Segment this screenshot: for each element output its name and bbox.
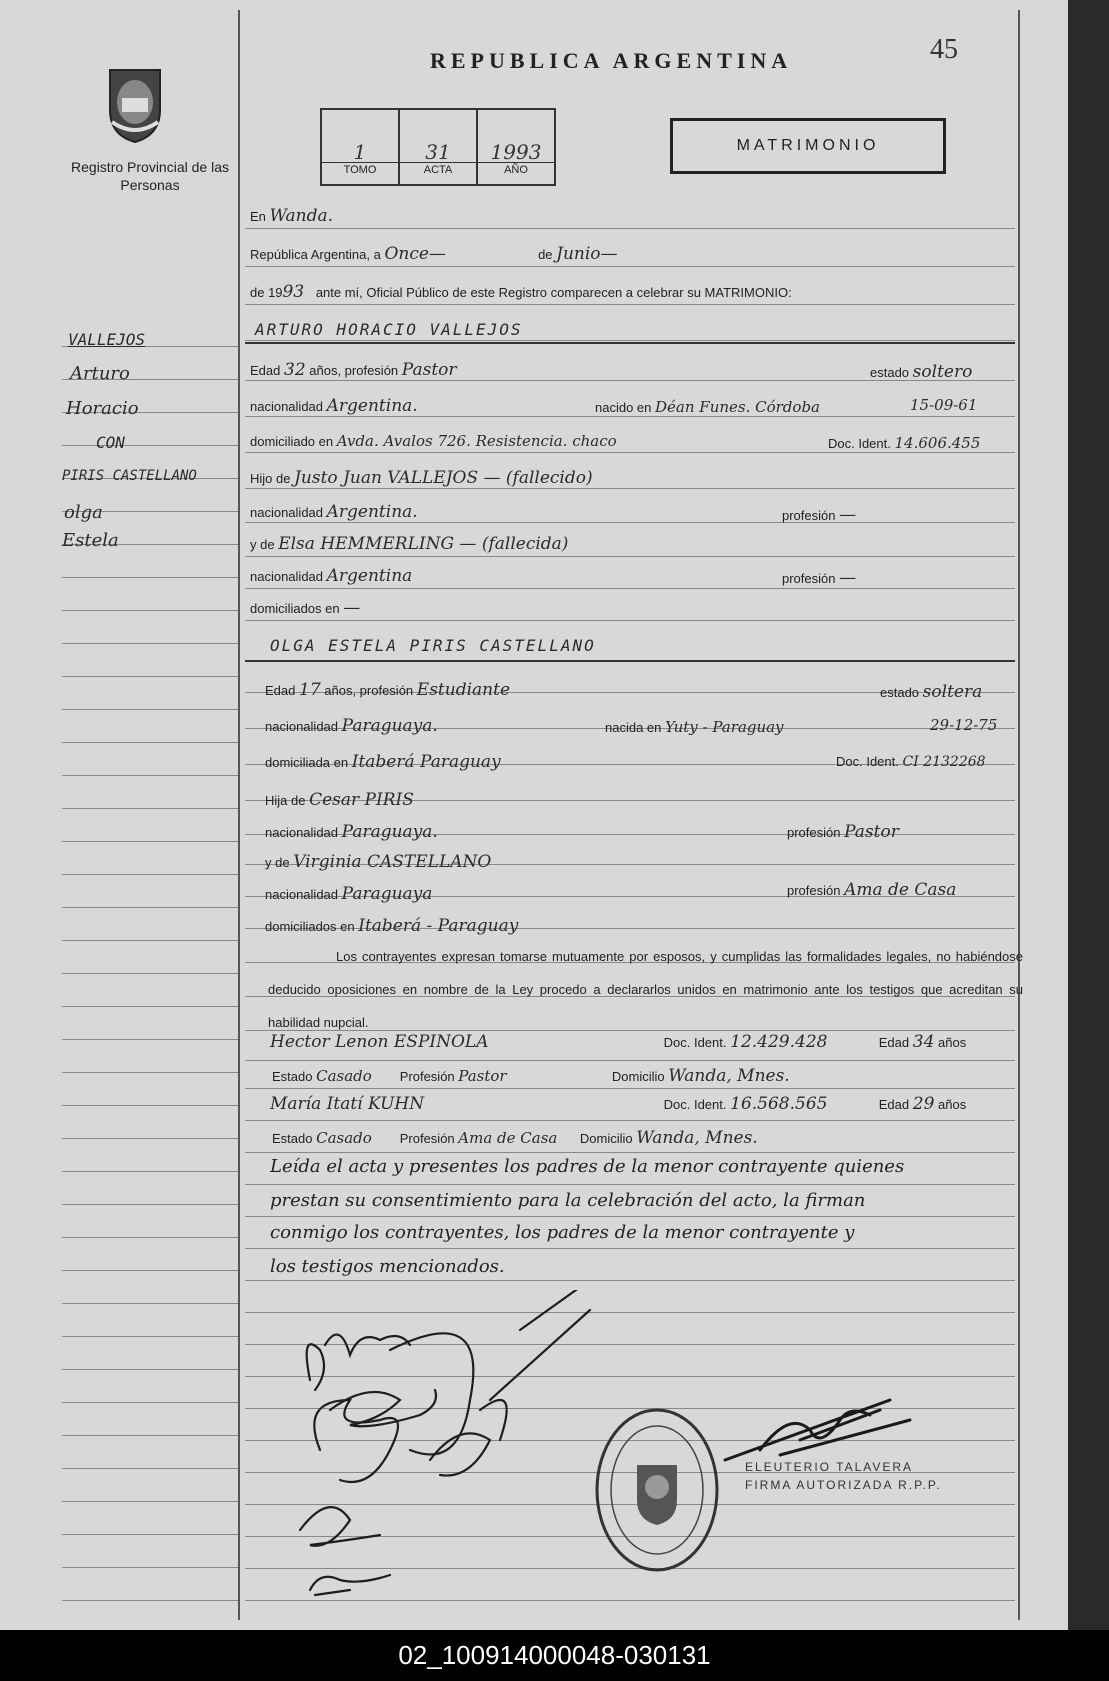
estado-label: Estado <box>272 1069 313 1084</box>
groom-divider <box>245 342 1015 344</box>
signatures-icon <box>290 1290 610 1610</box>
groom-father-nat-line <box>250 502 418 522</box>
bride-father-prof-value: Pastor <box>844 822 899 842</box>
ruled-line <box>245 1184 1015 1185</box>
groom-nationality-line <box>250 396 418 416</box>
margin-ruled-line <box>62 1501 238 1502</box>
groom-doc <box>828 434 980 452</box>
bride-father-prof <box>787 822 899 842</box>
closing-line-4: los testigos mencionados. <box>270 1256 505 1277</box>
witness-1-estado: Casado <box>316 1067 372 1085</box>
bride-mother-nationality: Paraguaya <box>341 884 433 904</box>
closing-line-2: prestan su consentimiento para la celebración del acto, la firman <box>270 1190 866 1211</box>
witness-2-doc: 16.568.565 <box>730 1094 828 1114</box>
nacionalidad-label: nacionalidad <box>250 399 324 414</box>
groom-birthdate: 15-09-61 <box>910 396 978 414</box>
margin-ruled-line <box>62 709 238 710</box>
groom-estado <box>870 362 972 382</box>
groom-father-prof-value: — <box>839 505 857 525</box>
ruled-line <box>245 1216 1015 1217</box>
margin-ruled-line <box>62 1006 238 1007</box>
ruled-line <box>245 452 1015 453</box>
nacionalidad-label: nacionalidad <box>250 505 324 520</box>
profesion-label: Profesión <box>399 1131 455 1146</box>
groom-mother-nationality: Argentina <box>326 566 413 586</box>
en-value: Wanda. <box>269 206 334 226</box>
domiciliados-label: domiciliados en <box>250 601 340 616</box>
domiciliados-label: domiciliados en <box>265 919 355 934</box>
bride-parents-address: Itaberá - Paraguay <box>358 916 519 936</box>
year-prefix: de 19 <box>250 285 283 300</box>
margin-ruled-line <box>62 643 238 644</box>
estado-label: Estado <box>272 1131 313 1146</box>
witness-2-age: 29 <box>912 1094 935 1114</box>
bride-estado-value: soltera <box>922 682 983 702</box>
month-value: Junio— <box>556 244 618 264</box>
domiciliada-label: domiciliada en <box>265 755 349 770</box>
margin-ruled-line <box>62 1402 238 1403</box>
anio-label: AÑO <box>478 162 554 176</box>
margin-ruled-line <box>62 1039 238 1040</box>
margin-ruled-line <box>62 1336 238 1337</box>
margin-ruled-line <box>62 1105 238 1106</box>
bride-mother-line <box>265 852 491 872</box>
edad-label: Edad <box>265 683 296 698</box>
registro-label: Registro Provincial de las Personas <box>71 159 229 193</box>
document-id-footer: 02_100914000048-030131 <box>0 1630 1109 1681</box>
tomo-label: TOMO <box>322 162 398 176</box>
bride-age: 17 <box>299 680 321 700</box>
margin-ruled-line <box>62 1270 238 1271</box>
margin-ruled-line <box>62 775 238 776</box>
ruled-line <box>245 304 1015 305</box>
margin-ruled-line <box>62 1468 238 1469</box>
bride-doc-value: CI 2132268 <box>902 754 986 770</box>
margin-ruled-line <box>62 874 238 875</box>
margin-ruled-line <box>62 1237 238 1238</box>
bride-estado <box>880 682 982 702</box>
margin-note-bride-surname: PIRIS CASTELLANO <box>62 468 197 484</box>
witness-2-estado: Casado <box>316 1129 372 1147</box>
margin-note-con: CON <box>96 433 125 452</box>
day-value: Once— <box>384 244 446 264</box>
margin-note-surname: VALLEJOS <box>68 330 146 349</box>
bride-address-line <box>265 752 501 772</box>
ruled-line <box>245 1120 1015 1121</box>
year-suffix: 93 <box>282 282 305 302</box>
witness-2-name: María Itatí KUHN <box>270 1094 425 1114</box>
doc-label: Doc. Ident. <box>836 754 899 769</box>
ruled-line <box>245 1088 1015 1089</box>
groom-father-line <box>250 468 593 488</box>
witness-1-doc: 12.429.428 <box>730 1032 828 1052</box>
margin-note-first-name: Arturo <box>70 363 130 384</box>
right-border <box>1018 10 1020 1620</box>
margin-ruled-line <box>62 973 238 974</box>
profesion-label: profesión <box>787 825 841 840</box>
ruled-line <box>245 488 1015 489</box>
hijo-label: Hijo de <box>250 471 291 486</box>
groom-nationality: Argentina. <box>326 396 418 416</box>
groom-name: ARTURO HORACIO VALLEJOS <box>255 320 523 339</box>
ruled-line <box>245 588 1015 589</box>
bride-birthdate: 29-12-75 <box>930 716 998 734</box>
official-stamp-icon <box>592 1405 722 1575</box>
en-label: En <box>250 209 266 224</box>
ruled-line <box>245 340 1015 341</box>
domicilio-label: Domicilio <box>611 1069 665 1084</box>
nacionalidad-label: nacionalidad <box>250 569 324 584</box>
bride-mother-prof-value: Ama de Casa <box>844 880 957 900</box>
profesion-label: profesión <box>782 508 836 523</box>
intro-statement-line <box>250 282 792 302</box>
margin-ruled-line <box>62 1369 238 1370</box>
witness-1-name: Hector Lenon ESPINOLA <box>270 1032 489 1052</box>
tomo-value: 1 <box>353 140 367 164</box>
groom-address: Avda. Avalos 726. Resistencia. chaco <box>336 432 617 450</box>
republica-label: República Argentina, a <box>250 247 381 262</box>
profesion-label: años, profesión <box>309 363 399 378</box>
groom-parents-address: — <box>343 598 361 618</box>
margin-ruled-line <box>62 1600 238 1601</box>
margin-ruled-line <box>62 1534 238 1535</box>
margin-ruled-line <box>62 1171 238 1172</box>
acta-cell <box>400 110 478 184</box>
anos-label: años <box>938 1097 967 1112</box>
book-binding <box>1068 0 1109 1630</box>
ruled-line <box>245 1280 1015 1281</box>
bride-mother-prof <box>787 880 956 900</box>
bride-father-nationality: Paraguaya. <box>341 822 438 842</box>
bride-name: OLGA ESTELA PIRIS CASTELLANO <box>270 636 596 655</box>
margin-note-middle-name: Horacio <box>66 398 139 419</box>
ruled-line <box>245 1152 1015 1153</box>
groom-age: 32 <box>284 360 306 380</box>
nacionalidad-label: nacionalidad <box>265 825 339 840</box>
groom-parents-address-line <box>250 598 360 618</box>
bride-divider <box>245 660 1015 662</box>
bride-profession: Estudiante <box>416 680 511 700</box>
doc-label: Doc. Ident. <box>663 1035 727 1050</box>
profesion-label: profesión <box>787 883 841 898</box>
closing-line-3: conmigo los contrayentes, los padres de la menor contrayente y <box>270 1222 855 1243</box>
bride-mother-nat-line <box>265 884 432 904</box>
groom-mother-prof-value: — <box>839 568 857 588</box>
witness-1-age: 34 <box>912 1032 935 1052</box>
bride-parents-address-line <box>265 916 518 936</box>
witness-1-prof: Pastor <box>458 1067 507 1085</box>
acta-label: ACTA <box>400 162 476 176</box>
intro-en-line <box>250 206 333 226</box>
nacida-label: nacida en <box>605 720 662 735</box>
ruled-line <box>245 522 1015 523</box>
groom-mother: Elsa HEMMERLING — (fallecida) <box>278 534 569 554</box>
margin-ruled-line <box>62 1303 238 1304</box>
edad-label: Edad <box>878 1097 910 1112</box>
groom-age-line <box>250 360 457 380</box>
official-name: ELEUTERIO TALAVERA <box>745 1460 914 1474</box>
groom-birthplace <box>595 398 820 416</box>
anio-cell <box>478 110 554 184</box>
bride-nationality-line <box>265 716 438 736</box>
margin-ruled-line <box>62 841 238 842</box>
margin-ruled-line <box>62 676 238 677</box>
anos-label: años <box>938 1035 967 1050</box>
edad-label: Edad <box>250 363 281 378</box>
page-title: REPUBLICA ARGENTINA <box>430 48 793 73</box>
acta-value: 31 <box>425 140 451 164</box>
bride-father-nat-line <box>265 822 438 842</box>
margin-ruled-line <box>62 907 238 908</box>
bride-father: Cesar PIRIS <box>309 790 414 810</box>
ruled-line <box>245 228 1015 229</box>
y-de-label: y de <box>250 537 275 552</box>
margin-divider <box>238 10 240 1620</box>
hija-label: Hija de <box>265 793 306 808</box>
folio-number: 45 <box>930 34 958 65</box>
margin-ruled-line <box>62 742 238 743</box>
groom-doc-value: 14.606.455 <box>894 434 981 452</box>
margin-ruled-line <box>62 1567 238 1568</box>
margin-ruled-line <box>62 577 238 578</box>
doc-label: Doc. Ident. <box>663 1097 727 1112</box>
domicilio-label: domiciliado en <box>250 434 334 449</box>
ruled-line <box>245 620 1015 621</box>
nacido-label: nacido en <box>595 400 652 415</box>
margin-ruled-line <box>62 610 238 611</box>
groom-address-line <box>250 432 617 450</box>
groom-father: Justo Juan VALLEJOS — (fallecido) <box>294 468 593 488</box>
bride-mother: Virginia CASTELLANO <box>293 852 492 872</box>
ruled-line <box>245 1248 1015 1249</box>
bride-age-line <box>265 680 510 700</box>
witness-2-line <box>270 1094 966 1114</box>
authorized-signature-icon <box>720 1390 920 1470</box>
margin-ruled-line <box>62 1072 238 1073</box>
witness-1-details <box>272 1066 790 1086</box>
estado-label: estado <box>880 685 920 700</box>
provincial-crest-icon <box>100 60 170 144</box>
witness-1-line <box>270 1032 966 1052</box>
groom-mother-nat-line <box>250 566 412 586</box>
declaration-text: Los contrayentes expresan tomarse mutuamente por esposos, y cumplidas las formalidades legales, no habiéndose deducido oposiciones en nombre de la Ley procedo a declararlos unidos en matrimonio ante los testigos que acreditan su habilidad nupcial. <box>268 949 1023 1030</box>
margin-ruled-line <box>62 1204 238 1205</box>
witness-2-dom: Wanda, Mnes. <box>636 1128 758 1148</box>
ruled-line <box>245 556 1015 557</box>
profesion-label: Profesión <box>399 1069 455 1084</box>
estado-label: estado <box>870 365 910 380</box>
margin-ruled-line <box>62 940 238 941</box>
official-role: FIRMA AUTORIZADA R.P.P. <box>745 1478 942 1492</box>
doc-label: Doc. Ident. <box>828 436 891 451</box>
bride-doc <box>836 754 986 770</box>
margin-note-bride-first: olga <box>64 502 103 523</box>
margin-ruled-line <box>62 1138 238 1139</box>
record-type-box: MATRIMONIO <box>670 118 946 174</box>
y-de-label: y de <box>265 855 290 870</box>
edad-label: Edad <box>878 1035 910 1050</box>
groom-father-prof <box>782 505 856 525</box>
anio-value: 1993 <box>490 140 542 164</box>
de-label: de <box>538 247 553 262</box>
statement-text: ante mí, Oficial Público de este Registro comparecen a celebrar su MATRIMONIO: <box>315 285 792 300</box>
witness-1-dom: Wanda, Mnes. <box>668 1066 790 1086</box>
intro-date-line <box>250 244 618 264</box>
groom-mother-prof <box>782 568 856 588</box>
groom-father-nationality: Argentina. <box>326 502 418 522</box>
margin-note-bride-middle: Estela <box>62 530 119 551</box>
bride-nationality: Paraguaya. <box>341 716 438 736</box>
closing-line-1: Leída el acta y presentes los padres de la menor contrayente quienes <box>270 1156 905 1177</box>
margin-ruled-line <box>62 808 238 809</box>
profesion-label: años, profesión <box>324 683 414 698</box>
registry-number-box <box>320 108 556 186</box>
margin-ruled-line <box>62 445 238 446</box>
bride-birthplace <box>605 718 784 736</box>
tomo-cell <box>322 110 400 184</box>
profesion-label: profesión <box>782 571 836 586</box>
bride-birthplace-value: Yuty - Paraguay <box>665 718 784 736</box>
domicilio-label: Domicilio <box>579 1131 633 1146</box>
ruled-line <box>245 1060 1015 1061</box>
groom-birthplace-value: Déan Funes. Córdoba <box>655 398 820 416</box>
groom-profession: Pastor <box>401 360 457 380</box>
bride-address: Itaberá Paraguay <box>351 752 501 772</box>
groom-estado-value: soltero <box>912 362 973 382</box>
witness-2-details <box>272 1128 758 1148</box>
margin-ruled-line <box>62 1435 238 1436</box>
bride-father-line <box>265 790 414 810</box>
authorized-signature-block <box>745 1460 942 1492</box>
ruled-line <box>245 416 1015 417</box>
groom-mother-line <box>250 534 568 554</box>
witness-2-prof: Ama de Casa <box>458 1129 558 1147</box>
nacionalidad-label: nacionalidad <box>265 887 339 902</box>
ruled-line <box>245 266 1015 267</box>
nacionalidad-label: nacionalidad <box>265 719 339 734</box>
